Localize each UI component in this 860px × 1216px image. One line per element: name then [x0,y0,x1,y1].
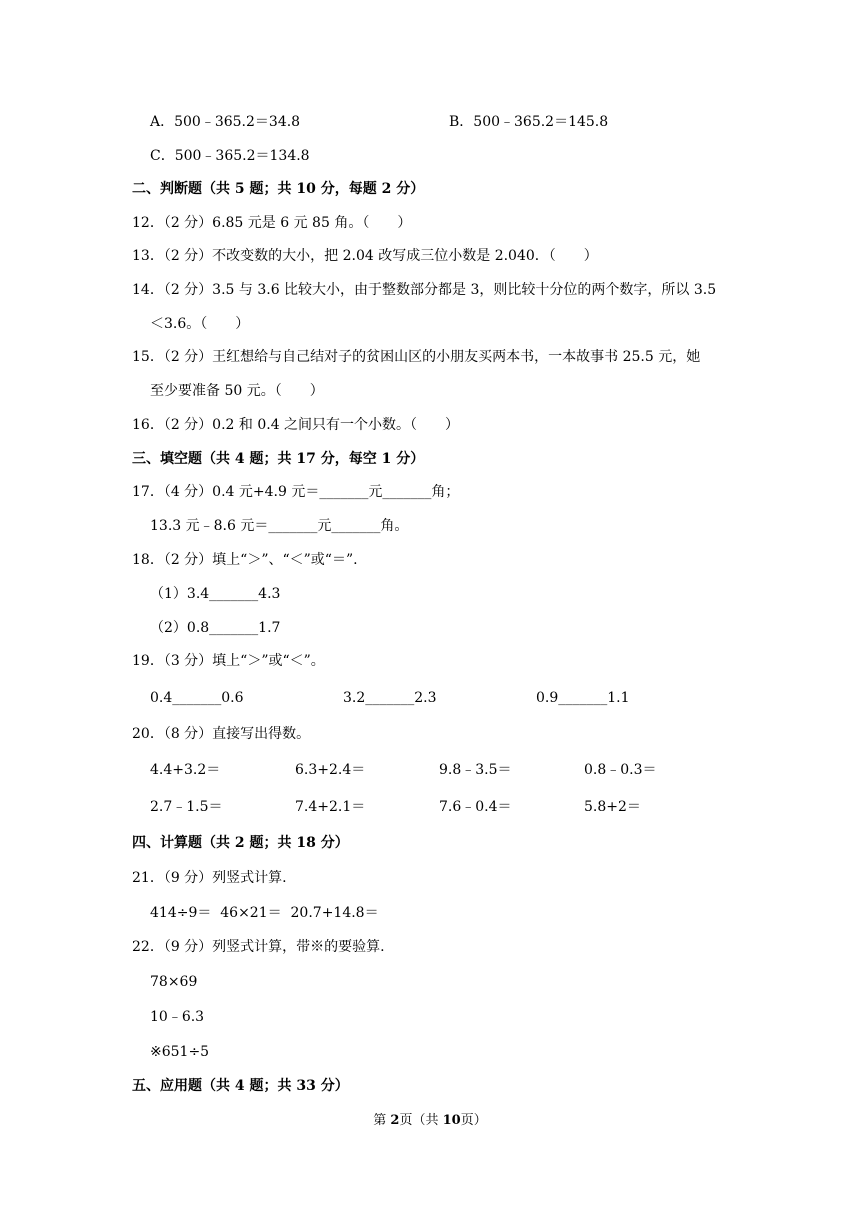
total-pages: 10 [442,1113,461,1128]
footer-mid: 页（共 [399,1113,443,1128]
question-22: 22．（9 分）列竖式计算，带※的要验算. [132,939,385,955]
page-number: 2 [390,1113,400,1128]
arithmetic-item: 6.3+2.4＝ [295,762,366,778]
section-4-heading: 四、计算题（共 2 题；共 18 分） [132,835,349,851]
arithmetic-item: 7.4+2.1＝ [295,799,366,815]
arithmetic-item: 5.8+2＝ [584,799,641,815]
question-17-line-1: 17．（4 分）0.4 元+4.9 元＝_______元_______角； [132,484,460,500]
question-14-line-2: ＜3.6。（ ） [150,316,250,332]
question-16: 16．（2 分）0.2 和 0.4 之间只有一个小数。（ ） [132,417,460,433]
question-19-item: 3.2_______2.3 [343,690,437,706]
question-22-part-c: ※651÷5 [150,1044,210,1060]
question-18: 18．（2 分）填上“＞”、“＜”或“＝”. [132,552,358,568]
question-12: 12．（2 分）6.85 元是 6 元 85 角。（ ） [132,215,412,231]
arithmetic-item: 2.7﹣1.5＝ [150,799,223,815]
question-19-item: 0.4_______0.6 [150,690,244,706]
question-20: 20．（8 分）直接写出得数。 [132,726,311,742]
question-22-part-b: 10﹣6.3 [150,1009,205,1025]
arithmetic-item: 9.8﹣3.5＝ [439,762,512,778]
question-19-item: 0.9_______1.1 [536,690,630,706]
footer-prefix: 第 [373,1113,391,1128]
option-b: B．500﹣365.2＝145.8 [449,114,609,130]
question-13: 13．（2 分）不改变数的大小，把 2.04 改写成三位小数是 2.040．（ ） [132,248,598,264]
question-21-expressions: 414÷9＝ 46×21＝ 20.7+14.8＝ [150,905,379,921]
question-18-part-2: （2）0.8_______1.7 [150,620,281,636]
section-2-heading: 二、判断题（共 5 题；共 10 分，每题 2 分） [132,181,425,197]
arithmetic-item: 7.6﹣0.4＝ [439,799,512,815]
question-22-part-a: 78×69 [150,974,198,990]
footer-suffix: 页） [460,1113,487,1128]
question-15-line-2: 至少要准备 50 元。（ ） [150,383,324,399]
question-14-line-1: 14．（2 分）3.5 与 3.6 比较大小，由于整数部分都是 3，则比较十分位的两个数字，所以 3.5 [132,282,717,298]
question-18-part-1: （1）3.4_______4.3 [150,586,281,602]
section-3-heading: 三、填空题（共 4 题；共 17 分，每空 1 分） [132,451,425,467]
question-17-line-2: 13.3 元﹣8.6 元＝_______元_______角。 [150,518,409,534]
option-c: C．500﹣365.2＝134.8 [150,148,310,164]
section-5-heading: 五、应用题（共 4 题；共 33 分） [132,1078,349,1094]
question-19: 19．（3 分）填上“＞”或“＜”。 [132,653,325,669]
question-21: 21．（9 分）列竖式计算. [132,870,287,886]
arithmetic-item: 0.8﹣0.3＝ [584,762,657,778]
arithmetic-item: 4.4+3.2＝ [150,762,221,778]
question-15-line-1: 15．（2 分）王红想给与自己结对子的贫困山区的小朋友买两本书，一本故事书 25.5 元，她 [132,349,701,365]
page-footer [0,1112,860,1130]
option-a: A．500﹣365.2＝34.8 [150,114,301,130]
